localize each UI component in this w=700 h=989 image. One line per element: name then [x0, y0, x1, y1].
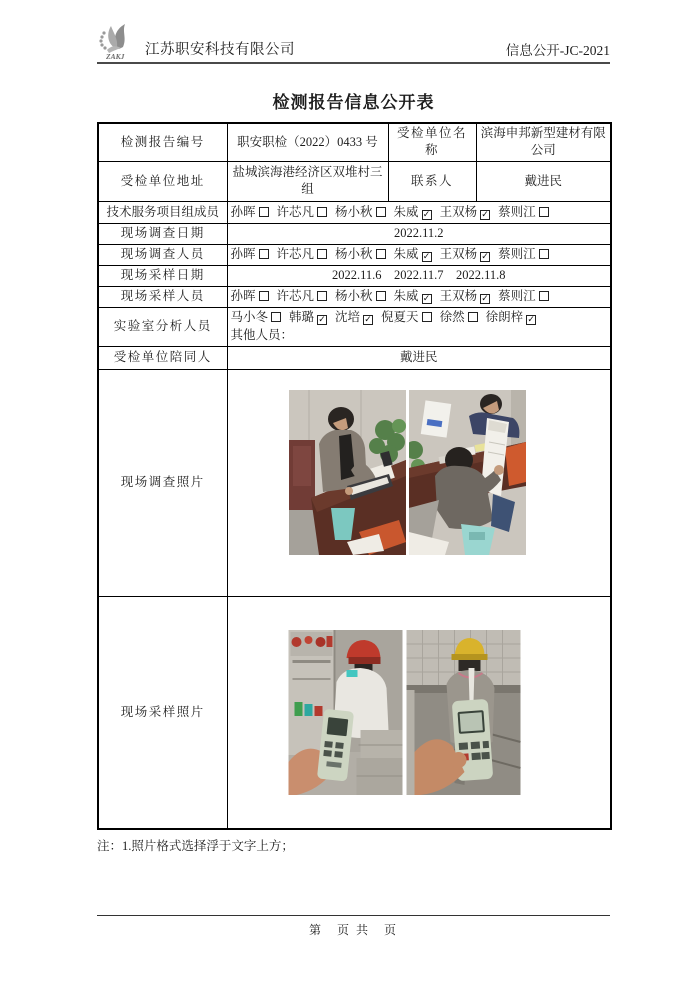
- checkbox-unchecked-icon: [376, 249, 386, 259]
- table-row: [98, 596, 611, 829]
- checkbox-checked-icon: ✓: [481, 252, 489, 263]
- member-item: [394, 289, 432, 303]
- member-name: 孙晖: [230, 247, 256, 262]
- checkbox-unchecked-icon: [317, 207, 327, 217]
- contact-value: 戴进民: [476, 161, 611, 201]
- sampling-staff-members: [227, 286, 611, 307]
- team-label: 技术服务项目组成员: [98, 201, 227, 223]
- checkbox-checked-icon: ✓: [422, 294, 431, 305]
- table-row: [98, 307, 611, 346]
- checkbox-checked-icon: ✓: [527, 315, 535, 326]
- member-name: 韩璐: [289, 310, 315, 325]
- team-members: [227, 201, 611, 223]
- member-item: [335, 289, 386, 303]
- member-name: 杨小秋: [335, 204, 373, 219]
- checkbox-unchecked-icon: [422, 312, 432, 322]
- company-name: 江苏职安科技有限公司: [145, 42, 295, 58]
- member-name: 王双杨: [439, 289, 478, 304]
- survey-date-value: 2022.11.2: [227, 223, 611, 244]
- member-item: [440, 205, 491, 219]
- sampling-date-label: 现场采样日期: [98, 265, 227, 286]
- table-row: [98, 201, 611, 223]
- member-item: [335, 310, 373, 324]
- survey-photos-cell: [227, 369, 611, 596]
- member-item: [289, 310, 327, 324]
- checkbox-unchecked-icon: [539, 207, 549, 217]
- footer-page-number: 第 页 共 页: [308, 923, 398, 937]
- report-no-value: 职安职检（2022）0433 号: [227, 123, 388, 161]
- member-item: [231, 247, 269, 261]
- survey-staff-label: 现场调查人员: [98, 244, 227, 265]
- member-item: [440, 310, 478, 324]
- survey-photos-label: 现场调查照片: [98, 369, 227, 596]
- form-table: [97, 122, 612, 830]
- checkbox-checked-icon: ✓: [318, 315, 326, 326]
- member-name: 孙晖: [230, 289, 256, 304]
- lab-staff-cell: [227, 307, 611, 346]
- member-name: 杨小秋: [335, 247, 373, 262]
- checkbox-unchecked-icon: [376, 291, 386, 301]
- checkbox-unchecked-icon: [376, 207, 386, 217]
- table-row: [98, 286, 611, 307]
- member-name: 杨小秋: [335, 289, 373, 304]
- member-item: [381, 310, 432, 324]
- contact-label: 联系人: [388, 161, 476, 201]
- checkbox-unchecked-icon: [317, 291, 327, 301]
- sampling-photo-right: [406, 630, 521, 795]
- report-no-label: 检测报告编号: [98, 123, 227, 161]
- member-name: 朱威: [393, 247, 419, 262]
- sampling-staff-label: 现场采样人员: [98, 286, 227, 307]
- sampling-photos-cell: [227, 596, 611, 829]
- member-name: 朱威: [393, 204, 419, 219]
- checkbox-unchecked-icon: [259, 207, 269, 217]
- lab-staff-label: 实验室分析人员: [98, 307, 227, 346]
- survey-date-label: 现场调查日期: [98, 223, 227, 244]
- member-item: [335, 247, 386, 261]
- checkbox-checked-icon: ✓: [364, 315, 372, 326]
- survey-staff-members: [227, 244, 611, 265]
- survey-photo-right: [409, 390, 526, 555]
- member-item: [394, 205, 432, 219]
- member-name: 许芯凡: [276, 247, 315, 262]
- unit-name-value: 滨海申邦新型建材有限公司: [476, 123, 611, 161]
- checkbox-checked-icon: ✓: [481, 209, 489, 220]
- member-item: [231, 310, 282, 324]
- member-item: [486, 310, 537, 324]
- member-name: 王双杨: [439, 247, 478, 262]
- checkbox-checked-icon: ✓: [422, 252, 431, 263]
- member-item: [277, 205, 328, 219]
- sampling-date-value: 2022.11.6 2022.11.7 2022.11.8: [227, 265, 611, 286]
- table-row: [98, 265, 611, 286]
- table-row: [98, 369, 611, 596]
- checkbox-unchecked-icon: [539, 291, 549, 301]
- member-name: 徐朗梓: [485, 310, 524, 325]
- table-row: [98, 244, 611, 265]
- member-name: 蔡则江: [498, 247, 536, 262]
- unit-address-value: 盐城滨海港经济区双堆村三组: [227, 161, 388, 201]
- member-name: 王双杨: [439, 204, 478, 219]
- company-logo-icon: [97, 22, 145, 62]
- member-name: 蔡则江: [498, 204, 536, 219]
- escort-value: 戴进民: [227, 346, 611, 369]
- sampling-photos-label: 现场采样照片: [98, 596, 227, 829]
- member-item: [277, 289, 328, 303]
- member-item: [498, 205, 549, 219]
- lab-other-label: 其他人员：: [230, 328, 294, 342]
- sampling-photo-left: [288, 630, 403, 795]
- member-item: [440, 289, 491, 303]
- member-item: [277, 247, 328, 261]
- checkbox-checked-icon: ✓: [422, 209, 431, 220]
- member-name: 许芯凡: [276, 289, 315, 304]
- checkbox-unchecked-icon: [259, 291, 269, 301]
- member-item: [440, 247, 491, 261]
- svg-text:ZAKJ: ZAKJ: [106, 52, 125, 61]
- footnote: 注：1.照片格式选择浮于文字上方；: [97, 839, 294, 853]
- checkbox-unchecked-icon: [539, 249, 549, 259]
- unit-name-label: 受检单位名称: [388, 123, 476, 161]
- member-name: 徐然: [439, 310, 465, 325]
- member-item: [498, 247, 549, 261]
- member-name: 孙晖: [230, 204, 256, 219]
- member-item: [231, 205, 269, 219]
- checkbox-checked-icon: ✓: [481, 294, 489, 305]
- doc-code: 信息公开-JC-2021: [505, 43, 610, 58]
- unit-address-label: 受检单位地址: [98, 161, 227, 201]
- member-name: 沈培: [335, 310, 361, 325]
- footer-divider: [97, 915, 610, 916]
- page-title: 检测报告信息公开表: [272, 93, 435, 112]
- lab-staff-members: [231, 310, 545, 324]
- member-item: [335, 205, 386, 219]
- survey-photo-left: [289, 390, 406, 555]
- escort-label: 受检单位陪同人: [98, 346, 227, 369]
- member-item: [394, 247, 432, 261]
- table-row: [98, 346, 611, 369]
- member-name: 朱威: [393, 289, 419, 304]
- table-row: [98, 123, 611, 161]
- checkbox-unchecked-icon: [317, 249, 327, 259]
- member-item: [498, 289, 549, 303]
- table-row: [98, 223, 611, 244]
- header: [97, 22, 610, 64]
- table-row: [98, 161, 611, 201]
- member-name: 许芯凡: [276, 204, 315, 219]
- checkbox-unchecked-icon: [468, 312, 478, 322]
- checkbox-unchecked-icon: [259, 249, 269, 259]
- member-name: 蔡则江: [498, 289, 536, 304]
- member-item: [231, 289, 269, 303]
- checkbox-unchecked-icon: [271, 312, 281, 322]
- member-name: 马小冬: [230, 310, 269, 325]
- member-name: 倪夏天: [381, 310, 419, 325]
